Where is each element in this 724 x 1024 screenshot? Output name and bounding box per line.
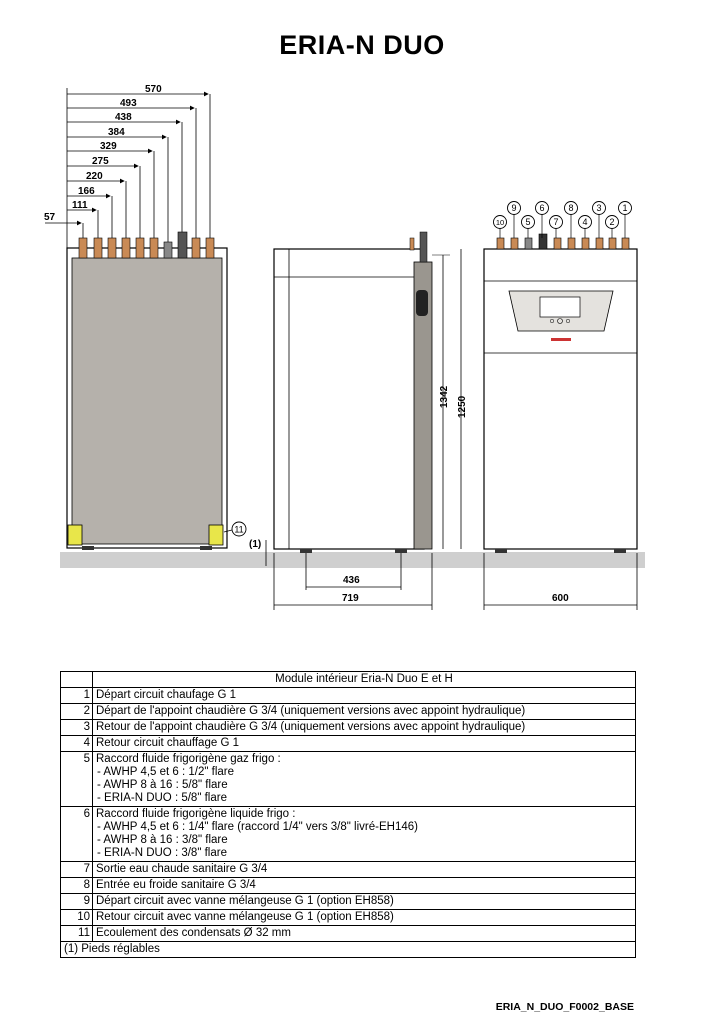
legend-row-text: Retour circuit chauffage G 1 <box>96 737 239 749</box>
legend-row-cell <box>93 807 636 862</box>
legend-row <box>61 720 636 736</box>
legend-row-cell <box>93 878 636 894</box>
dim-width-600: 600 <box>552 593 569 604</box>
legend-row-text: Ecoulement des condensats Ø 32 mm <box>96 927 291 939</box>
legend-row-text: Retour circuit avec vanne mélangeuse G 1 (option EH858) <box>96 911 394 923</box>
legend-row-number: 1 <box>61 688 93 704</box>
legend-row-number: 11 <box>61 926 93 942</box>
dim-220: 220 <box>86 171 103 182</box>
callout-label: 5 <box>525 217 531 227</box>
callout-label: 2 <box>609 217 615 227</box>
legend-row <box>61 926 636 942</box>
dim-height-1342: 1342 <box>439 385 450 408</box>
legend-row-text: Sortie eau chaude sanitaire G 3/4 <box>96 863 268 875</box>
feet-note: (1) <box>249 539 262 550</box>
legend-row <box>61 752 636 807</box>
legend-row <box>61 704 636 720</box>
legend-footnote: (1) Pieds réglables <box>61 942 636 958</box>
legend-table <box>60 671 636 958</box>
legend-row <box>61 862 636 878</box>
callout-label: 3 <box>596 203 602 213</box>
legend-row-subitem: - ERIA-N DUO : 5/8" flare <box>97 792 227 804</box>
legend-header: Module intérieur Eria-N Duo E et H <box>93 672 636 688</box>
callout-label: 8 <box>568 203 574 213</box>
legend-row-cell <box>93 862 636 878</box>
legend-row-number: 4 <box>61 736 93 752</box>
dim-438: 438 <box>115 112 132 123</box>
legend-row-number: 10 <box>61 910 93 926</box>
callout-label: 6 <box>539 203 545 213</box>
page-title: ERIA-N DUO <box>279 30 445 60</box>
legend-row <box>61 894 636 910</box>
callout-label: 7 <box>553 217 559 227</box>
legend-row <box>61 807 636 862</box>
floor <box>60 552 645 568</box>
dim-166: 166 <box>78 186 95 197</box>
legend-row-cell <box>93 894 636 910</box>
front-callouts <box>494 202 632 239</box>
legend-row-number: 7 <box>61 862 93 878</box>
dim-depth-719: 719 <box>342 593 359 604</box>
dim-111: 111 <box>72 200 88 211</box>
legend-row-subitem: - AWHP 4,5 et 6 : 1/2" flare <box>97 766 235 778</box>
legend-row-text: Départ circuit avec vanne mélangeuse G 1 (option EH858) <box>96 895 394 907</box>
legend-row <box>61 878 636 894</box>
callout-label: 10 <box>495 218 505 227</box>
legend-row-cell <box>93 736 636 752</box>
legend-row-cell <box>93 720 636 736</box>
callout-label: 1 <box>622 203 628 213</box>
legend-row-text: Raccord fluide frigorigène gaz frigo : <box>96 753 281 765</box>
legend-row-number: 2 <box>61 704 93 720</box>
legend-row-text: Départ de l'appoint chaudière G 3/4 (uniquement versions avec appoint hydraulique) <box>96 705 526 717</box>
legend-row-subitem: - AWHP 4,5 et 6 : 1/4" flare (raccord 1/4" vers 3/8" livré-EH146) <box>97 821 418 833</box>
callout-label: 4 <box>582 217 588 227</box>
legend-row-subitem: - AWHP 8 à 16 : 3/8" flare <box>97 834 228 846</box>
brand-logo <box>551 338 571 341</box>
rear-view <box>44 84 266 566</box>
dim-493: 493 <box>120 98 137 109</box>
legend-row-number: 9 <box>61 894 93 910</box>
dim-57: 57 <box>44 212 56 223</box>
document-code: ERIA_N_DUO_F0002_BASE <box>495 1001 634 1013</box>
legend-row-cell <box>93 752 636 807</box>
dim-329: 329 <box>100 141 117 152</box>
legend-row-number: 5 <box>61 752 93 807</box>
legend-row-text: Départ circuit chaufage G 1 <box>96 689 236 701</box>
legend-row-cell <box>93 704 636 720</box>
callout-label: 9 <box>511 203 517 213</box>
legend-row-number: 6 <box>61 807 93 862</box>
legend-row-number: 3 <box>61 720 93 736</box>
legend-row <box>61 910 636 926</box>
dim-570: 570 <box>145 84 162 95</box>
legend-row-text: Raccord fluide frigorigène liquide frigo : <box>96 808 296 820</box>
dim-depth-436: 436 <box>343 575 360 586</box>
adjustable-foot-left <box>68 525 82 545</box>
legend-row <box>61 736 636 752</box>
dim-275: 275 <box>92 156 109 167</box>
dim-height-1250: 1250 <box>457 395 468 418</box>
legend-row-subitem: - ERIA-N DUO : 3/8" flare <box>97 847 227 859</box>
display-screen <box>540 297 580 317</box>
legend-footnote-row <box>61 942 636 958</box>
legend-row-cell <box>93 910 636 926</box>
legend-row-cell <box>93 926 636 942</box>
legend-row-number: 8 <box>61 878 93 894</box>
legend-row <box>61 688 636 704</box>
legend-row-subitem: - AWHP 8 à 16 : 5/8" flare <box>97 779 228 791</box>
legend-row-text: Entrée eu froide sanitaire G 3/4 <box>96 879 256 891</box>
legend-header-row <box>61 672 636 688</box>
callout-11-label: 11 <box>234 524 244 535</box>
dim-384: 384 <box>108 127 125 138</box>
condensate-outlet <box>209 525 223 545</box>
legend-row-text: Retour de l'appoint chaudière G 3/4 (uniquement versions avec appoint hydraulique) <box>96 721 526 733</box>
legend-row-cell <box>93 688 636 704</box>
